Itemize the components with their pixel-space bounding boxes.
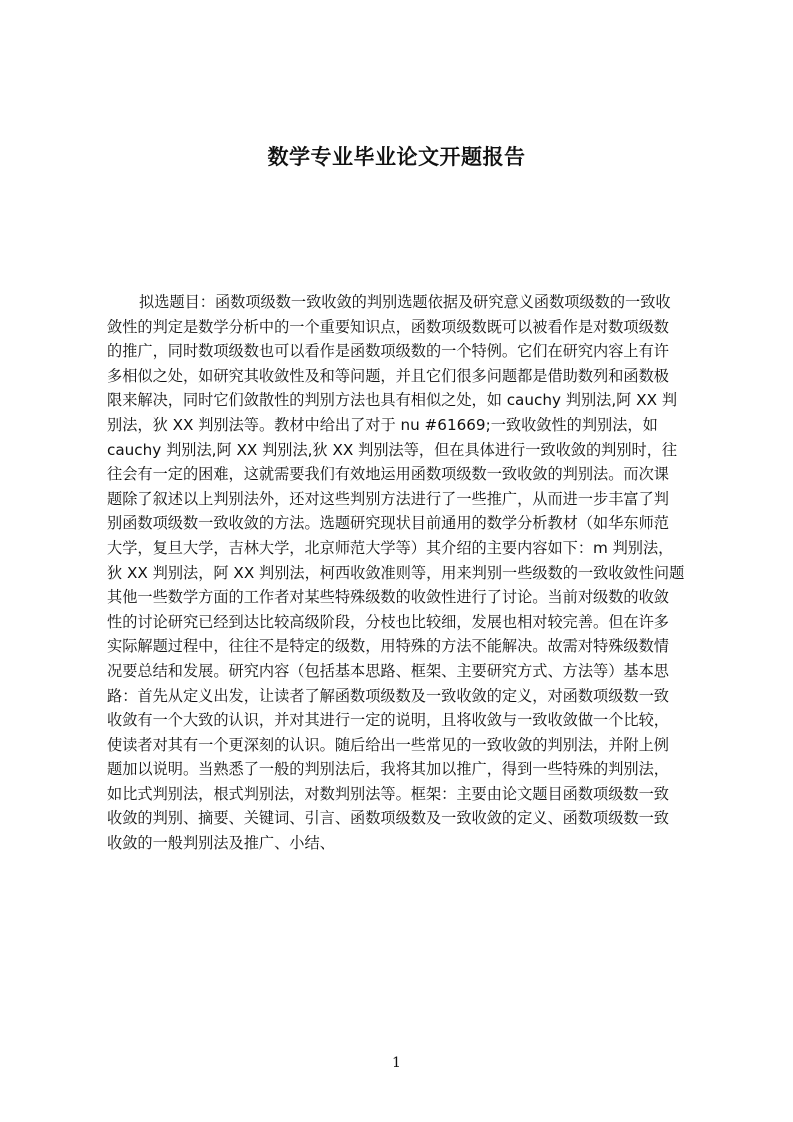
body-line: 限来解决，同时它们敛散性的判别方法也具有相似之处，如 cauchy 判别法,阿 XX 判 [107,391,678,410]
body-line: 拟选题目：函数项级数一致收敛的判别选题依据及研究意义函数项级数的一致收 [139,293,671,311]
body-line: 别法，狄 XX 判别法等。教材中给出了对于 nu #61669;一致收敛性的判别法，如 [107,415,658,434]
body-line: 收敛的判别、摘要、关键词、引言、函数项级数及一致收敛的定义、函数项级数一致 [107,809,669,828]
body-line: 大学，复旦大学，吉林大学，北京师范大学等）其介绍的主要内容如下：m 判别法， [107,538,674,557]
body-line: 收敛有一个大致的认识，并对其进行一定的说明，且将收敛与一致收敛做一个比较， [107,711,669,730]
body-line: 使读者对其有一个更深刻的认识。随后给出一些常见的一致收敛的判别法，并附上例 [107,735,669,754]
body-line: 题加以说明。当熟悉了一般的判别法后，我将其加以推广，得到一些特殊的判别法， [107,760,669,779]
body-line: 况要总结和发展。研究内容（包括基本思路、框架、主要研究方式、方法等）基本思 [107,661,669,680]
page-number: 1 [392,1055,401,1071]
body-line: 的推广，同时数项级数也可以看作是函数项级数的一个特例。它们在研究内容上有许 [107,342,669,361]
body-line: 其他一些数学方面的工作者对某些特殊级数的收敛性进行了讨论。当前对级数的收敛 [107,588,669,607]
body-line: 如比式判别法，根式判别法，对数判别法等。框架：主要由论文题目函数项级数一致 [107,784,669,803]
body-line: 收敛的一般判别法及推广、小结、 [107,834,335,853]
body-line: 多相似之处，如研究其收敛性及和等问题，并且它们很多问题都是借助数列和函数极 [107,366,669,385]
body-line: 往会有一定的困难，这就需要我们有效地运用函数项级数一致收敛的判别法。而次课 [107,465,669,484]
body-line: cauchy 判别法,阿 XX 判别法,狄 XX 判别法等，但在具体进行一致收敛的判别时，往 [107,440,678,459]
body-line: 狄 XX 判别法，阿 XX 判别法，柯西收敛准则等，用来判别一些级数的一致收敛性问题 [107,563,685,582]
body-line: 题除了叙述以上判别法外，还对这些判别方法进行了一些推广，从而进一步丰富了判 [107,489,669,508]
body-line: 别函数项级数一致收敛的方法。选题研究现状目前通用的数学分析教材（如华东师范 [107,514,669,533]
body-line: 路：首先从定义出发，让读者了解函数项级数及一致收敛的定义，对函数项级数一致 [107,686,669,705]
body-line: 敛性的判定是数学分析中的一个重要知识点，函数项级数既可以被看作是对数项级数 [107,317,669,336]
body-line: 实际解题过程中，往往不是特定的级数，用特殊的方法不能解决。故需对特殊级数情 [107,637,669,656]
body-paragraph [107,290,699,856]
body-line: 性的讨论研究已经到达比较高级阶段，分枝也比较细，发展也相对较完善。但在许多 [107,612,669,631]
document-title: 数学专业毕业论文开题报告 [267,145,526,169]
